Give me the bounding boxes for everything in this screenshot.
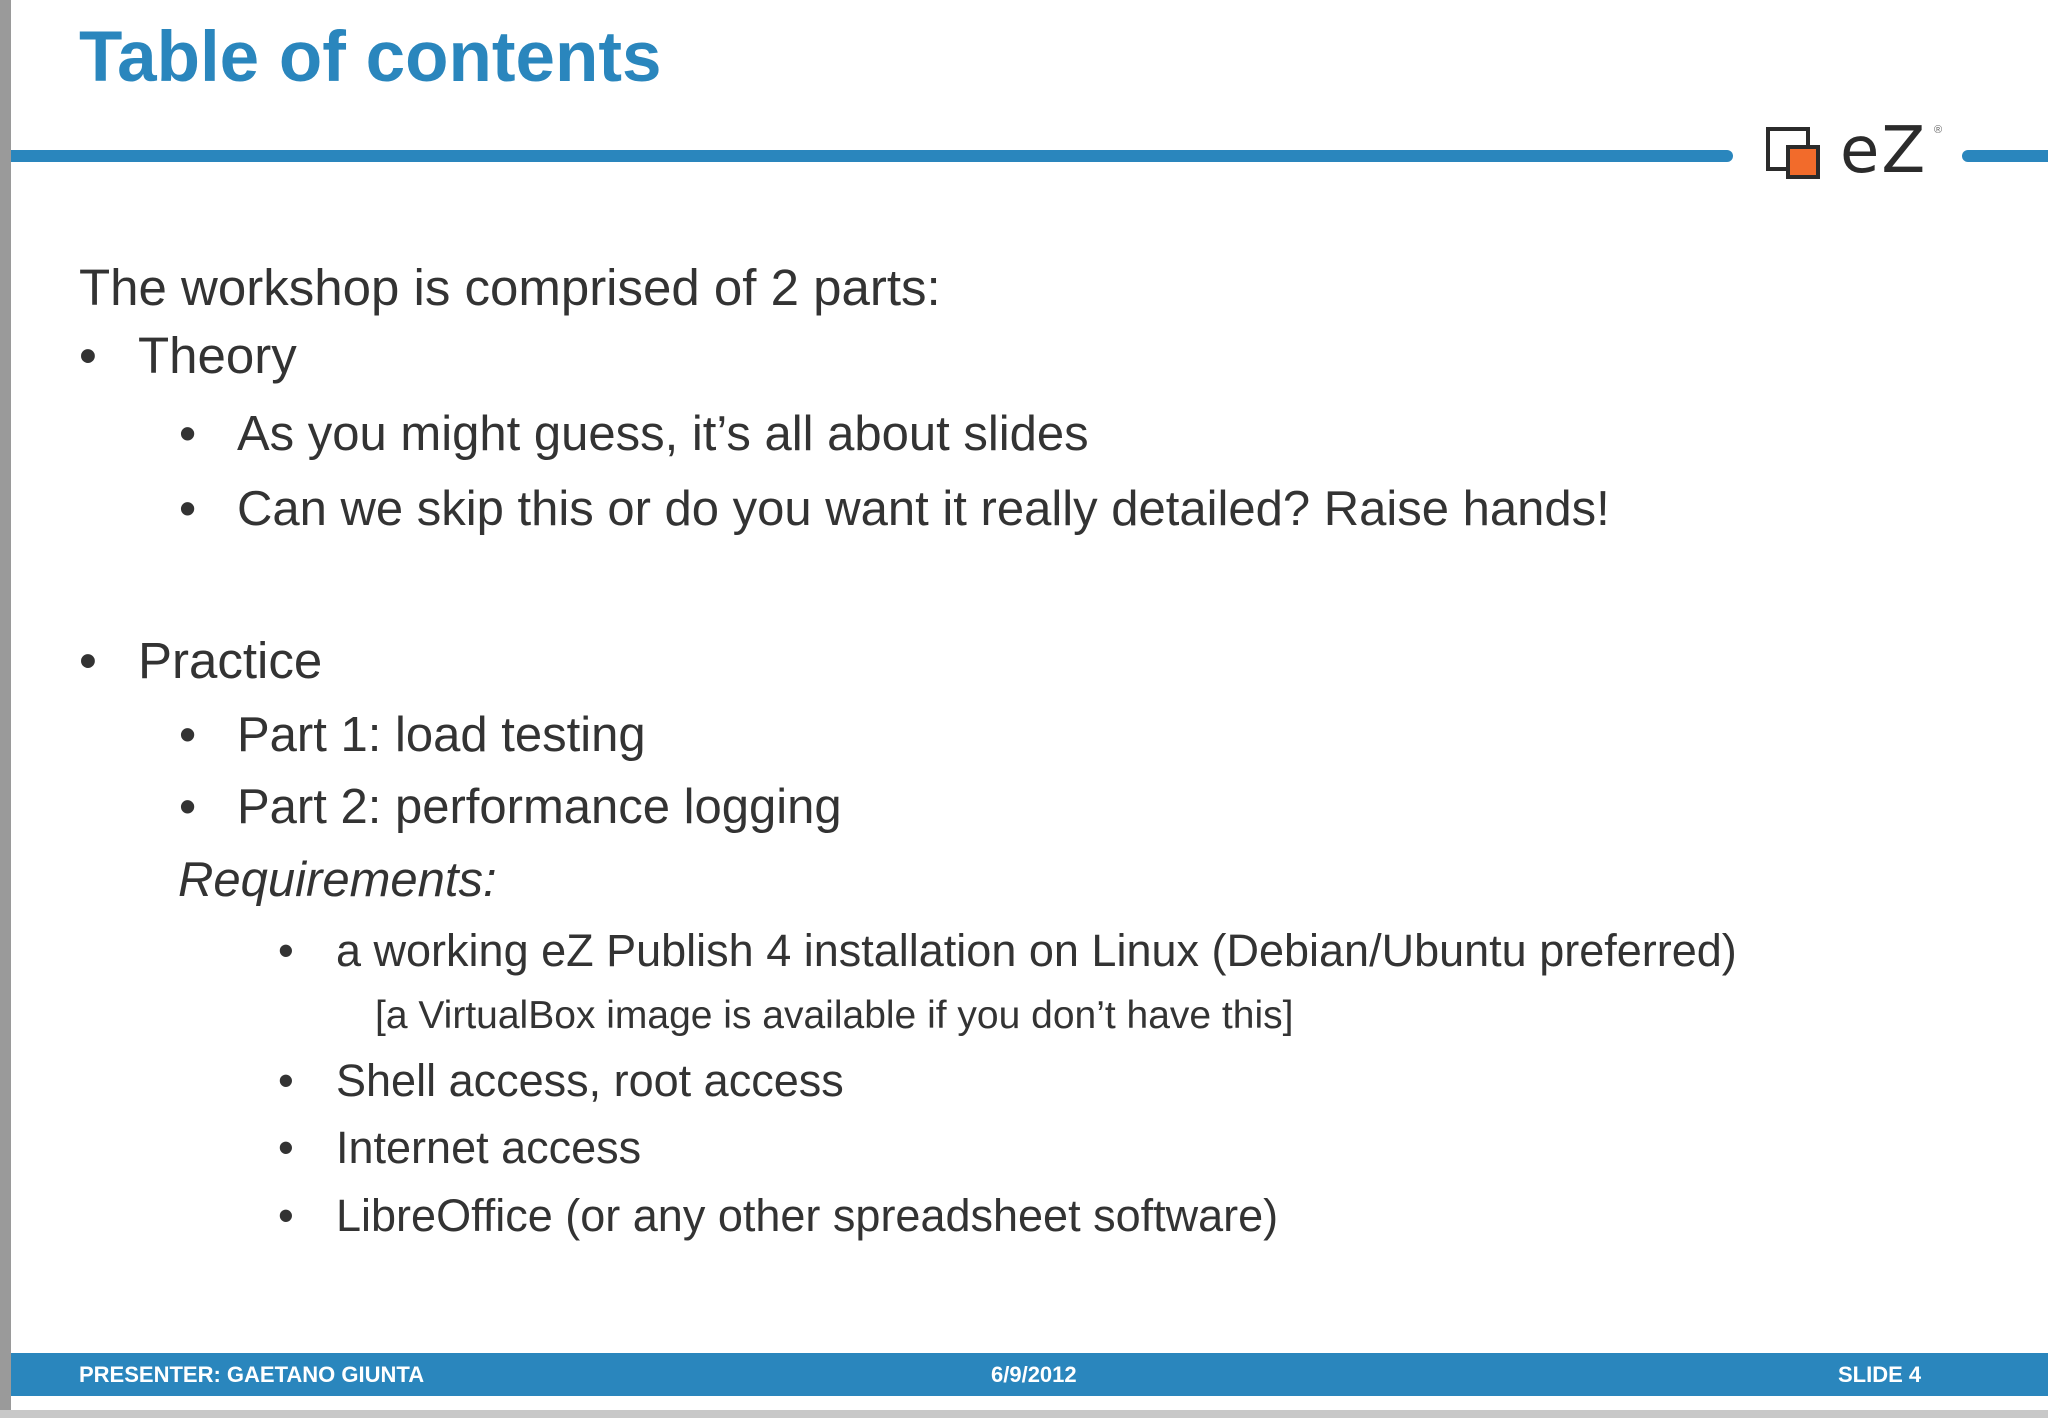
list-item-label: Theory bbox=[138, 327, 297, 384]
list-item-label: Internet access bbox=[336, 1122, 642, 1173]
logo-text: eZ bbox=[1840, 114, 1928, 188]
logo-registered-mark: ® bbox=[1934, 124, 1943, 136]
header-rule-right bbox=[1962, 150, 2048, 162]
bullet-icon: • bbox=[278, 1055, 294, 1106]
bullet-icon: • bbox=[179, 708, 197, 762]
list-item-label: LibreOffice (or any other spreadsheet software) bbox=[336, 1190, 1279, 1241]
header-rule bbox=[11, 150, 1733, 162]
list-item-label: As you might guess, it’s all about slides bbox=[237, 407, 1089, 461]
bullet-icon: • bbox=[278, 1122, 294, 1173]
bullet-icon: • bbox=[179, 482, 197, 536]
list-item-label: Shell access, root access bbox=[336, 1055, 844, 1106]
bullet-icon: • bbox=[79, 327, 97, 384]
bullet-icon: • bbox=[179, 780, 197, 834]
date-label: 6/9/2012 bbox=[991, 1362, 1077, 1387]
list-item-label: Part 1: load testing bbox=[237, 708, 646, 762]
presenter-label: PRESENTER: GAETANO GIUNTA bbox=[79, 1362, 425, 1387]
list-item-label: Practice bbox=[138, 632, 323, 689]
bullet-icon: • bbox=[278, 1190, 294, 1241]
slide-number: SLIDE 4 bbox=[1838, 1362, 1922, 1387]
intro-text: The workshop is comprised of 2 parts: bbox=[79, 259, 941, 316]
bullet-icon: • bbox=[278, 925, 294, 976]
bullet-icon: • bbox=[179, 407, 197, 461]
slide-footer bbox=[11, 1353, 2048, 1396]
list-item-label: a working eZ Publish 4 installation on Linux (Debian/Ubuntu preferred) bbox=[336, 925, 1737, 976]
slide-title: Table of contents bbox=[79, 18, 662, 97]
slide-body bbox=[79, 256, 1979, 1241]
logo-squares-icon bbox=[1766, 127, 1826, 185]
ez-logo bbox=[1766, 114, 1946, 188]
bottom-edge-border bbox=[0, 1410, 2048, 1418]
list-item-label: Can we skip this or do you want it really detailed? Raise hands! bbox=[237, 482, 1610, 536]
requirements-heading: Requirements: bbox=[178, 853, 497, 907]
requirements-note: [a VirtualBox image is available if you don’t have this] bbox=[375, 994, 1294, 1037]
list-item-label: Part 2: performance logging bbox=[237, 780, 842, 834]
left-edge-border bbox=[0, 0, 11, 1418]
bullet-icon: • bbox=[79, 632, 97, 689]
